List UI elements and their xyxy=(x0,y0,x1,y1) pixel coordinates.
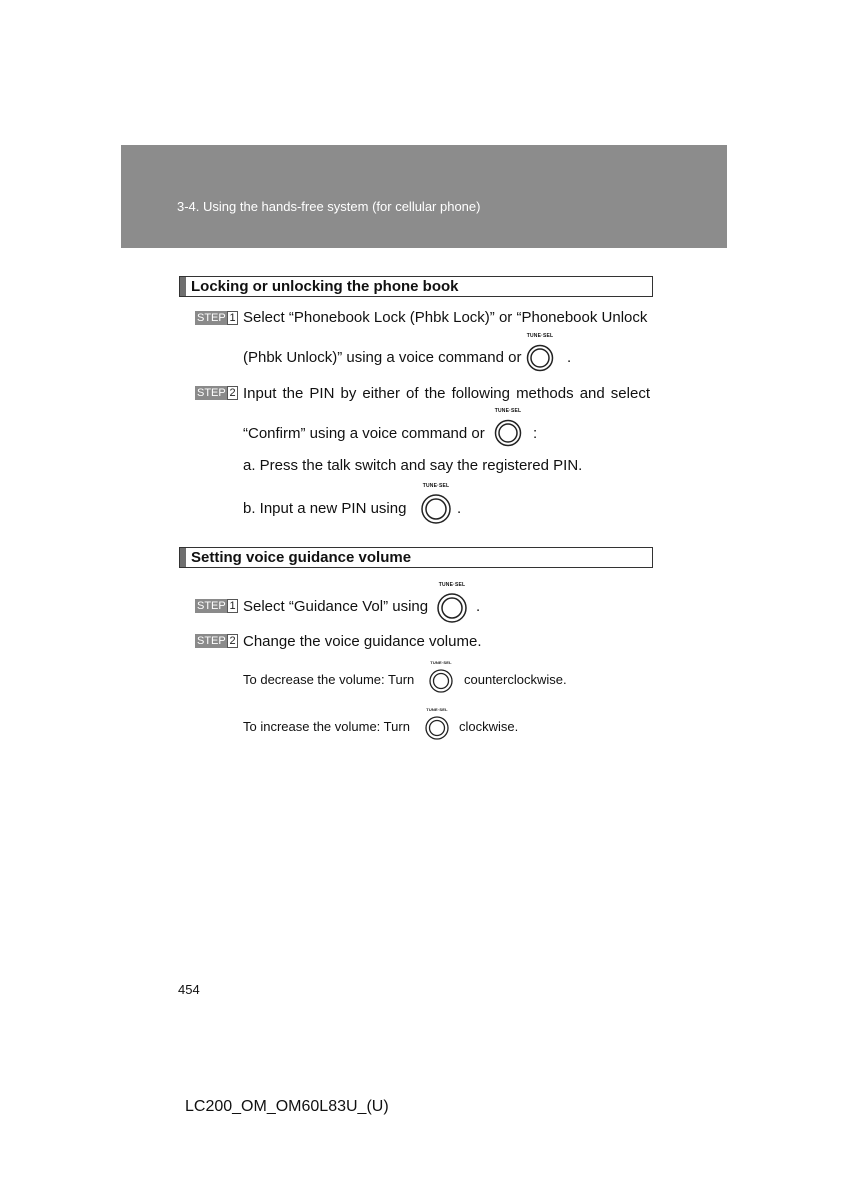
section-title-text: Setting voice guidance volume xyxy=(191,549,412,566)
knob-label: TUNE·SEL xyxy=(426,707,448,712)
tune-sel-knob-icon xyxy=(424,707,450,743)
step-word: STEP xyxy=(197,312,226,324)
knob-label: TUNE·SEL xyxy=(438,582,466,588)
step-number: 1 xyxy=(227,311,238,325)
knob-label: TUNE·SEL xyxy=(430,660,452,665)
tune-sel-knob-icon xyxy=(420,483,452,527)
increase-instruction: To increase the volume: Turn xyxy=(243,719,410,734)
knob-label: TUNE·SEL xyxy=(526,333,554,339)
step-text: “Confirm” using a voice command or xyxy=(243,425,485,442)
tune-sel-knob-icon xyxy=(526,333,554,375)
section-title-text: Locking or unlocking the phone book xyxy=(191,278,459,295)
tune-sel-knob-icon xyxy=(428,660,454,696)
step-text: (Phbk Unlock)” using a voice command or xyxy=(243,349,522,366)
step-badge xyxy=(195,634,238,648)
section-title-phonebook-lock xyxy=(179,276,653,297)
breadcrumb: 3-4. Using the hands-free system (for cellular phone) xyxy=(177,199,481,214)
punctuation: . xyxy=(457,500,462,517)
knob-label: TUNE·SEL xyxy=(422,483,450,489)
increase-direction: clockwise. xyxy=(459,719,519,734)
step-word: STEP xyxy=(197,387,226,399)
punctuation: . xyxy=(476,598,481,615)
section-title-bar xyxy=(180,548,186,567)
step-word: STEP xyxy=(197,600,226,612)
step-word: STEP xyxy=(197,635,226,647)
chapter-header xyxy=(121,145,727,248)
decrease-direction: counterclockwise. xyxy=(464,672,567,687)
step-text: Change the voice guidance volume. xyxy=(243,633,482,650)
option-b: b. Input a new PIN using xyxy=(243,500,407,517)
step-text: Select “Guidance Vol” using xyxy=(243,598,429,615)
section-title-guidance-volume xyxy=(179,547,653,568)
step-number: 1 xyxy=(227,599,238,613)
tune-sel-knob-icon xyxy=(494,408,522,450)
step-badge xyxy=(195,311,238,325)
page-number: 454 xyxy=(178,982,200,997)
document-code: LC200_OM_OM60L83U_(U) xyxy=(185,1098,389,1115)
option-a: a. Press the talk switch and say the registered PIN. xyxy=(243,457,583,474)
step-number: 2 xyxy=(227,634,238,648)
step-badge xyxy=(195,599,238,613)
punctuation: . xyxy=(567,349,572,366)
tune-sel-knob-icon xyxy=(436,582,468,626)
step-badge xyxy=(195,386,238,400)
step-number: 2 xyxy=(227,386,238,400)
step-text: Select “Phonebook Lock (Phbk Lock)” or “Phonebook Unlock xyxy=(243,309,648,326)
punctuation: : xyxy=(533,425,538,442)
knob-label: TUNE·SEL xyxy=(494,408,522,414)
step-text: Input the PIN by either of the following methods and select xyxy=(243,385,650,402)
section-title-bar xyxy=(180,277,186,296)
decrease-instruction: To decrease the volume: Turn xyxy=(243,672,415,687)
